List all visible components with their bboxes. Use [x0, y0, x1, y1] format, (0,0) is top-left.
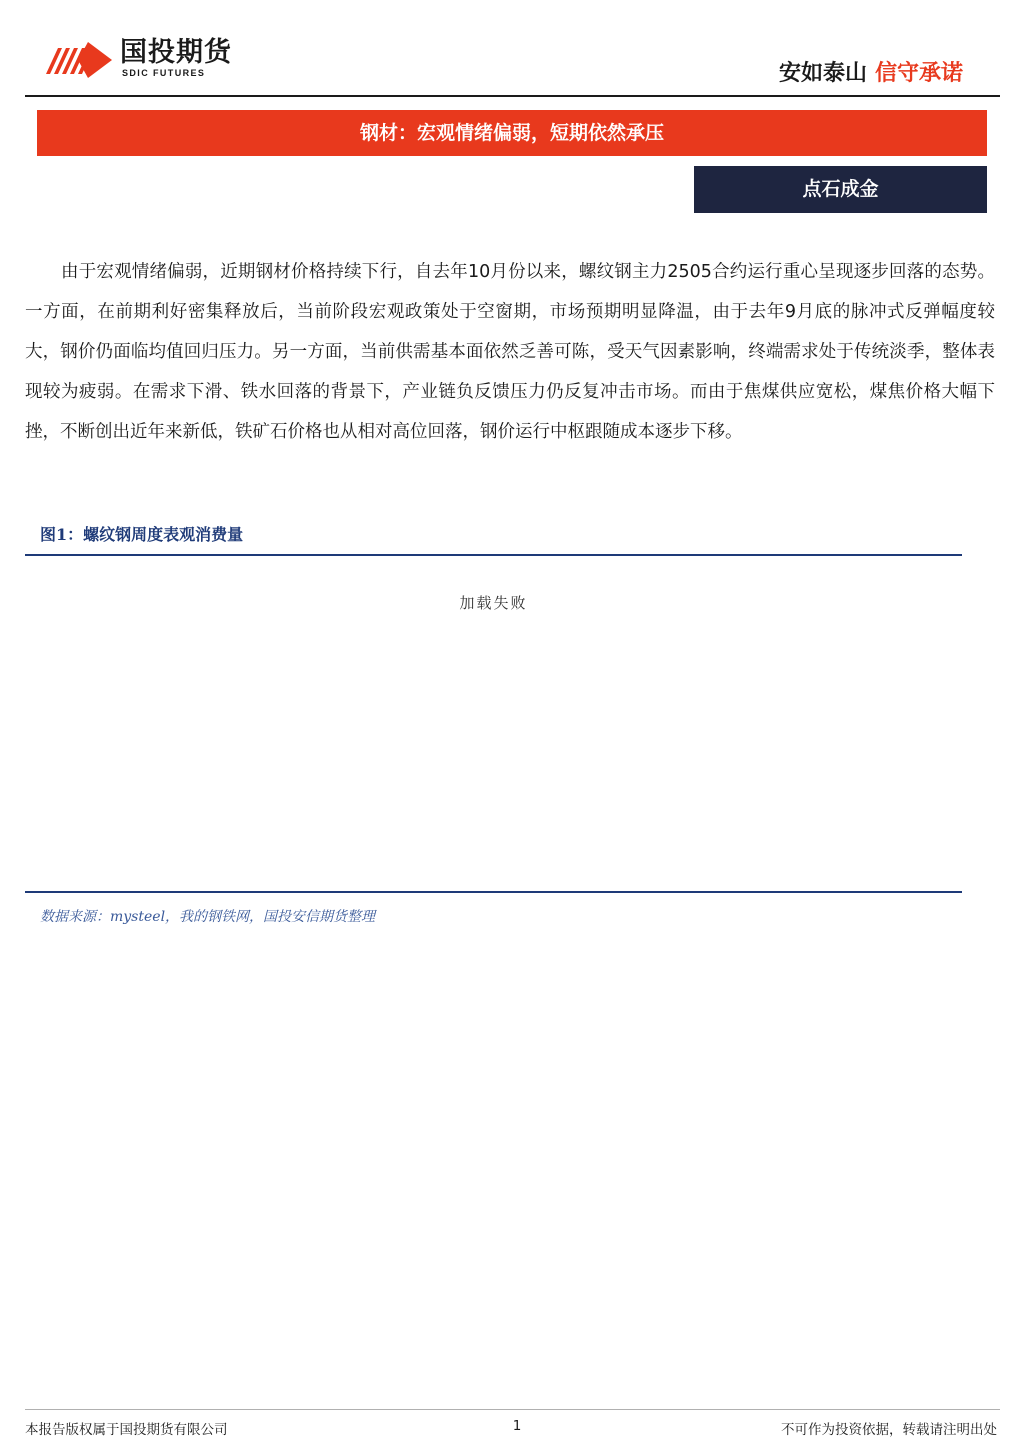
slogan-part-1: 安如泰山 — [778, 61, 867, 86]
footer-divider — [25, 1409, 1000, 1410]
figure-source-note: 数据来源：mysteel，我的钢铁网，国投安信期货整理 — [40, 909, 376, 925]
page-header — [0, 0, 1025, 100]
column-tag: 点石成金 — [694, 166, 987, 213]
logo-mark-icon — [44, 40, 114, 80]
slogan-part-2: 信守承诺 — [874, 61, 963, 86]
figure-bottom-rule — [25, 891, 962, 893]
footer-copyright: 本报告版权属于国投期货有限公司 — [25, 1422, 228, 1438]
figure-image-area — [25, 556, 962, 891]
company-logo — [44, 38, 244, 84]
footer-disclaimer: 不可作为投资依据，转载请注明出处 — [781, 1422, 997, 1438]
body-paragraph: 由于宏观情绪偏弱，近期钢材价格持续下行，自去年10月份以来，螺纹钢主力2505合约运行重心呈现逐步回落的态势。一方面，在前期利好密集释放后，当前阶段宏观政策处于空窗期，市场预期明显降温，由于去年9月底的脉冲式反弹幅度较大，钢价仍面临均值回归压力。另一方面，当前供需基本面依然乏善可陈，受天气因素影响，终端需求处于传统淡季，整体表现较为疲弱。在需求下滑、铁水回落的背景下，产业链负反馈压力仍反复冲击市场。而由于焦煤供应宽松，煤焦价格大幅下挫，不断创出近年来新低，铁矿石价格也从相对高位回落，钢价运行中枢跟随成本逐步下移。 — [25, 262, 995, 442]
figure-title: 图1：螺纹钢周度表观消费量 — [40, 525, 244, 544]
header-slogan — [779, 60, 963, 88]
logo-english-name: SDIC FUTURES — [122, 68, 206, 78]
report-title: 钢材：宏观情绪偏弱，短期依然承压 — [37, 110, 987, 156]
header-divider — [25, 95, 1000, 97]
logo-chinese-name: 国投期货 — [120, 37, 232, 68]
figure-load-failed-text: 加载失败 — [459, 594, 528, 612]
page-number: 1 — [512, 1418, 522, 1434]
